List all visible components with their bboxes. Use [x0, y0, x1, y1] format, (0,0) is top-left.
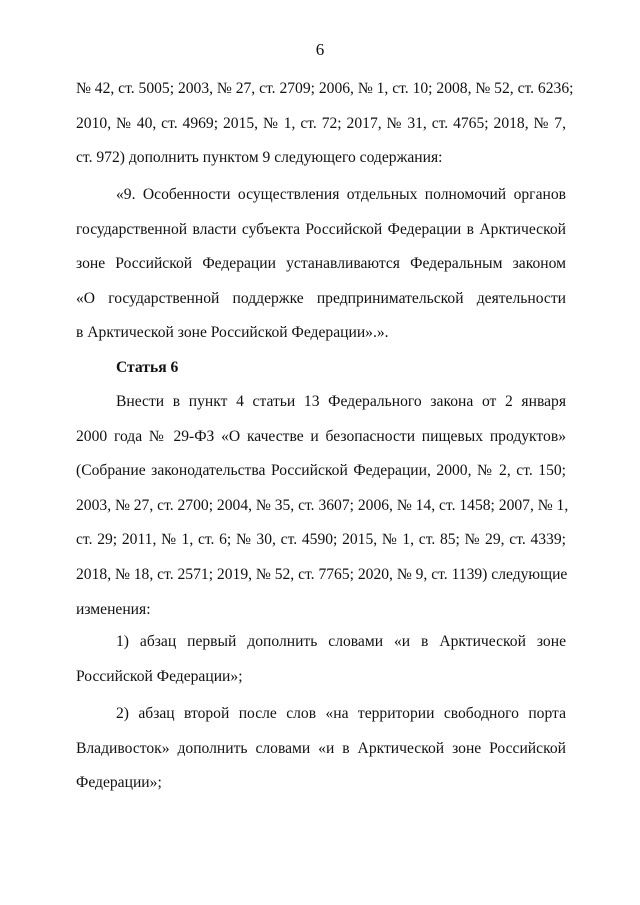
text-line: 2) абзац второй после слов «на территории свободного порта	[116, 705, 566, 722]
list-item-2	[76, 697, 566, 801]
page-number: 6	[315, 40, 325, 59]
article-heading	[76, 351, 566, 386]
paragraph-article-6	[76, 385, 569, 627]
text-line: (Собрание законодательства Российской Федерации, 2000, № 2, ст. 150;	[76, 462, 566, 480]
text-line: «О государственной поддержке предпринимательской деятельности	[76, 289, 566, 307]
text-line: 2003, № 27, ст. 2700; 2004, № 35, ст. 3607; 2006, № 14, ст. 1458; 2007, № 1,	[76, 496, 569, 514]
text-line: в Арктической зоне Российской Федерации».».	[76, 324, 389, 342]
article-title: Статья 6	[116, 359, 179, 376]
text-line: ст. 972) дополнить пунктом 9 следующего содержания:	[76, 149, 443, 167]
text-line: «9. Особенности осуществления отдельных полномочий органов	[116, 186, 566, 203]
text-line: № 42, ст. 5005; 2003, № 27, ст. 2709; 2006, № 1, ст. 10; 2008, № 52, ст. 6236;	[76, 80, 574, 97]
paragraph-continuation	[76, 72, 574, 176]
text-line: изменения:	[76, 600, 151, 618]
text-line: Российской Федерации»;	[76, 667, 243, 685]
text-line: государственной власти субъекта Российской Федерации в Арктической	[76, 220, 566, 238]
text-line: 2018, № 18, ст. 2571; 2019, № 52, ст. 7765; 2020, № 9, ст. 1139) следующие	[76, 565, 568, 583]
text-line: 2000 года № 29-ФЗ «О качестве и безопасности пищевых продуктов»	[76, 427, 566, 445]
text-line: Владивосток» дополнить словами «и в Арктической зоне Российской	[76, 739, 566, 757]
text-line: зоне Российской Федерации устанавливаются Федеральным законом	[76, 255, 566, 273]
text-line: 2010, № 40, ст. 4969; 2015, № 1, ст. 72; 2017, № 31, ст. 4765; 2018, № 7,	[76, 114, 566, 132]
text-line: ст. 29; 2011, № 1, ст. 6; № 30, ст. 4590; 2015, № 1, ст. 85; № 29, ст. 4339;	[76, 531, 566, 549]
text-line: Федерации»;	[76, 774, 162, 792]
text-line: Внести в пункт 4 статьи 13 Федерального закона от 2 января	[116, 393, 566, 410]
list-item-1	[76, 625, 566, 694]
text-line: 1) абзац первый дополнить словами «и в Арктической зоне	[116, 633, 566, 650]
paragraph-point-9	[76, 178, 566, 351]
